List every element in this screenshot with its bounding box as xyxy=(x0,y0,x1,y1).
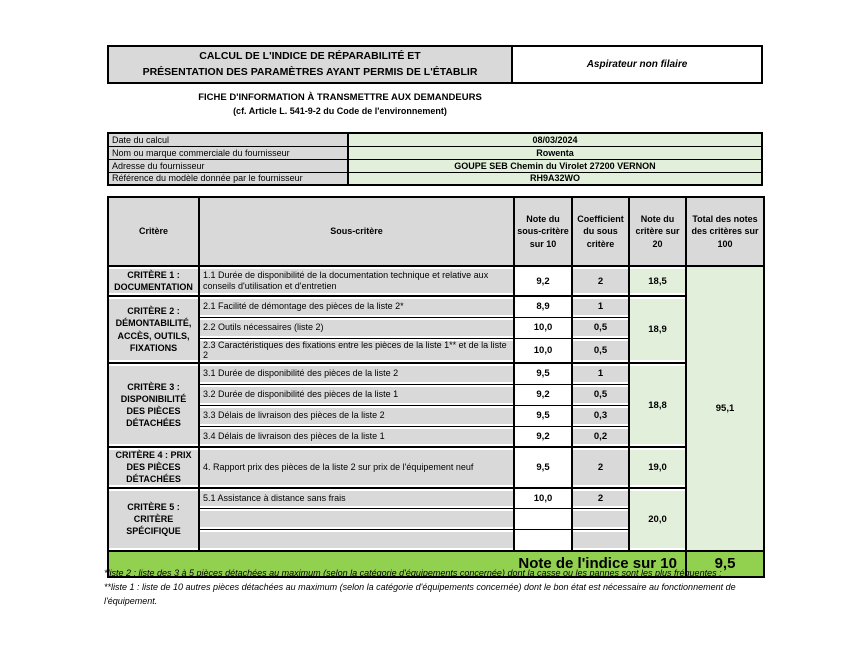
fiche-line1: FICHE D'INFORMATION À TRANSMETTRE AUX DEMANDEURS xyxy=(198,92,482,103)
criterion-cell: CRITÈRE 2 : DÉMONTABILITÉ, ACCÈS, OUTILS, FIXATIONS xyxy=(108,296,199,363)
product-type-box xyxy=(513,45,763,84)
criterion-cell: CRITÈRE 1 : DOCUMENTATION xyxy=(108,266,199,296)
sub-criterion-cell xyxy=(199,509,514,530)
product-type-label: Aspirateur non filaire xyxy=(586,59,688,70)
document-title-line2: PRÉSENTATION DES PARAMÈTRES AYANT PERMIS DE L'ÉTABLIR xyxy=(142,65,478,78)
document-header xyxy=(107,45,763,84)
table-row xyxy=(108,447,764,487)
note10-cell: 9,5 xyxy=(514,405,572,426)
info-row xyxy=(108,133,762,146)
info-row xyxy=(108,172,762,185)
fiche-info-heading xyxy=(110,92,570,116)
supplier-info-table xyxy=(107,132,763,186)
table-row xyxy=(108,296,764,317)
coefficient-cell: 0,3 xyxy=(572,405,629,426)
coefficient-cell xyxy=(572,530,629,551)
header-row xyxy=(108,197,764,266)
info-row xyxy=(108,159,762,172)
coefficient-cell: 2 xyxy=(572,488,629,509)
coefficient-cell: 0,5 xyxy=(572,384,629,405)
fiche-line2: (cf. Article L. 541-9-2 du Code de l'environnement) xyxy=(233,106,447,116)
footnote-liste2: *liste 2 : liste des 3 à 5 pièces détachées au maximum (selon la catégorie d'équipements concernée) dont la casse ou les pannes sont les plus fréquentes ; xyxy=(104,568,722,578)
col-header-5: Total des notes des critères sur 100 xyxy=(686,197,764,266)
table-row xyxy=(108,266,764,296)
note10-cell: 9,5 xyxy=(514,363,572,384)
note10-cell xyxy=(514,509,572,530)
total100-cell: 95,1 xyxy=(686,266,764,551)
info-value: RH9A32WO xyxy=(348,172,762,185)
note20-cell: 18,9 xyxy=(629,296,686,363)
sub-criterion-cell: 2.3 Caractéristiques des fixations entre les pièces de la liste 1** et de la liste 2 xyxy=(199,338,514,363)
note10-cell xyxy=(514,530,572,551)
info-label: Adresse du fournisseur xyxy=(108,159,348,172)
info-row xyxy=(108,146,762,159)
note10-cell: 10,0 xyxy=(514,317,572,338)
info-value: GOUPE SEB Chemin du Virolet 27200 VERNON xyxy=(348,159,762,172)
note10-cell: 9,2 xyxy=(514,426,572,447)
note20-cell: 18,5 xyxy=(629,266,686,296)
document-title xyxy=(107,45,513,84)
sub-criterion-cell: 1.1 Durée de disponibilité de la documentation technique et relative aux conseils d'utilisation et d'entretien xyxy=(199,266,514,296)
coefficient-cell: 2 xyxy=(572,266,629,296)
note10-cell: 9,2 xyxy=(514,384,572,405)
table-row xyxy=(108,363,764,384)
criterion-cell: CRITÈRE 3 : DISPONIBILITÉ DES PIÈCES DÉTACHÉES xyxy=(108,363,199,447)
coefficient-cell: 0,2 xyxy=(572,426,629,447)
index-score-label: Note de l'indice sur 10 xyxy=(108,551,686,577)
info-value: Rowenta xyxy=(348,146,762,159)
note10-cell: 10,0 xyxy=(514,488,572,509)
coefficient-cell: 0,5 xyxy=(572,338,629,363)
info-label: Date du calcul xyxy=(108,133,348,146)
footnotes xyxy=(104,567,769,609)
sub-criterion-cell: 2.1 Facilité de démontage des pièces de la liste 2* xyxy=(199,296,514,317)
document-title-line1: CALCUL DE L'INDICE DE RÉPARABILITÉ ET xyxy=(199,49,421,62)
sub-criterion-cell xyxy=(199,530,514,551)
sub-criterion-cell: 2.2 Outils nécessaires (liste 2) xyxy=(199,317,514,338)
sub-criterion-cell: 4. Rapport prix des pièces de la liste 2 sur prix de l'équipement neuf xyxy=(199,447,514,487)
footnote-liste1: **liste 1 : liste de 10 autres pièces détachées au maximum (selon la catégorie d'équipements concernée) dont le bon état est nécessaire au fonctionnement de l'équipement. xyxy=(104,581,736,606)
note10-cell: 9,5 xyxy=(514,447,572,487)
note20-cell: 20,0 xyxy=(629,488,686,551)
sub-criterion-cell: 5.1 Assistance à distance sans frais xyxy=(199,488,514,509)
coefficient-cell: 2 xyxy=(572,447,629,487)
info-label: Référence du modèle donnée par le fournisseur xyxy=(108,172,348,185)
info-value: 08/03/2024 xyxy=(348,133,762,146)
index-score-value: 9,5 xyxy=(686,551,764,577)
note10-cell: 9,2 xyxy=(514,266,572,296)
note10-cell: 8,9 xyxy=(514,296,572,317)
col-header-3: Coefficient du sous critère xyxy=(572,197,629,266)
coefficient-cell: 1 xyxy=(572,363,629,384)
coefficient-cell: 1 xyxy=(572,296,629,317)
col-header-4: Note du critère sur 20 xyxy=(629,197,686,266)
criteria-table xyxy=(107,196,765,578)
note20-cell: 19,0 xyxy=(629,447,686,487)
table-row xyxy=(108,488,764,509)
note20-cell: 18,8 xyxy=(629,363,686,447)
sub-criterion-cell: 3.2 Durée de disponibilité des pièces de la liste 1 xyxy=(199,384,514,405)
col-header-1: Sous-critère xyxy=(199,197,514,266)
criterion-cell: CRITÈRE 4 : PRIX DES PIÈCES DÉTACHÉES xyxy=(108,447,199,487)
criteria-table-header xyxy=(108,197,764,266)
sub-criterion-cell: 3.3 Délais de livraison des pièces de la liste 2 xyxy=(199,405,514,426)
info-label: Nom ou marque commerciale du fournisseur xyxy=(108,146,348,159)
coefficient-cell xyxy=(572,509,629,530)
col-header-2: Note du sous-critère sur 10 xyxy=(514,197,572,266)
note10-cell: 10,0 xyxy=(514,338,572,363)
coefficient-cell: 0,5 xyxy=(572,317,629,338)
col-header-0: Critère xyxy=(108,197,199,266)
criterion-cell: CRITÈRE 5 : CRITÈRE SPÉCIFIQUE xyxy=(108,488,199,551)
sub-criterion-cell: 3.4 Délais de livraison des pièces de la liste 1 xyxy=(199,426,514,447)
sub-criterion-cell: 3.1 Durée de disponibilité des pièces de la liste 2 xyxy=(199,363,514,384)
